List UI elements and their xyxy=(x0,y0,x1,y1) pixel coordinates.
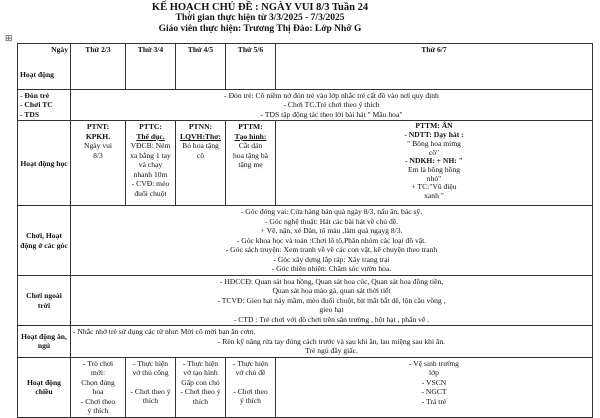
text-line: PTNT: xyxy=(86,122,110,132)
text-line: - Trả trẻ xyxy=(421,396,447,406)
learning-label: Hoạt động học xyxy=(18,121,71,206)
afternoon-day-5 xyxy=(276,357,593,417)
outdoor-label: Chơi ngoài trời xyxy=(18,275,71,325)
text-line: - NDKH: + NH: " xyxy=(405,156,463,166)
eating-row xyxy=(18,326,593,357)
text-line: ý thích xyxy=(87,406,109,416)
text-line: lớp xyxy=(429,368,439,378)
eating-label: Hoạt động ăn, ngủ xyxy=(18,326,71,357)
plan-table xyxy=(17,43,593,418)
text-line: vở chủ đề xyxy=(235,368,266,378)
morning-line: - Đón trẻ: Cô niềm nở đón trẻ vào lớp nhắc trẻ cất đồ vào nơi quy định xyxy=(224,91,439,100)
text-line: - VSCN xyxy=(421,377,447,387)
text-line: cô" xyxy=(428,147,440,157)
table-move-handle-icon[interactable]: ⊞ xyxy=(5,33,13,43)
afternoon-day-1 xyxy=(71,357,126,417)
text-line: Quan sát hoa mào gà, quan sát thời tiết xyxy=(272,286,391,296)
corners-row xyxy=(18,206,593,275)
day-header: Thứ 2/3 xyxy=(71,44,126,90)
text-line: LQVH:Thơ: xyxy=(180,131,221,141)
text-line: Trẻ ngủ đầy giấc. xyxy=(305,346,358,356)
text-line: cô xyxy=(196,150,205,160)
text-line: - Góc nghệ thuật: Hát các bài hát về chủ đề. xyxy=(264,216,399,226)
text-line: - Nhắc nhở trẻ sử dụng các từ như: Mời cô mời bạn ăn cơm. xyxy=(73,327,256,337)
text-line: - Thực hiện xyxy=(232,358,269,368)
text-line: - HĐCCĐ: Quan sát hoa hồng, Quan sát hoa cúc, Quan sát hoa đồng tiền, xyxy=(219,276,444,286)
text-line: - Thực hiện xyxy=(182,358,219,368)
learning-day-1 xyxy=(71,121,126,206)
text-line: PTTC: xyxy=(139,122,162,132)
eating-content xyxy=(71,326,593,357)
plan-time-range: Thời gian thực hiện từ 3/3/2025 - 7/3/2025 xyxy=(175,13,345,23)
text-line: vở thủ công xyxy=(132,368,169,378)
text-line: - Chơi theo xyxy=(80,396,116,406)
learning-row xyxy=(18,121,593,206)
text-line: Bó hoa tặng xyxy=(182,141,219,151)
text-line: hoa xyxy=(92,387,104,397)
text-line: thích xyxy=(192,396,209,406)
corner-cell xyxy=(18,44,71,90)
text-line: PTNN: xyxy=(188,122,213,132)
text-line: - Góc đóng vai: Cửa hàng bán quà ngày 8/3, nấu ăn, bác sỹ. xyxy=(240,207,423,217)
text-line: - TCVĐ: Gieo hạt nảy mầm, mèo đuổi chuột, bịt mắt bắt dê, lộn cầu vồng , xyxy=(217,295,446,305)
text-line: " Bông hoa mừng xyxy=(407,138,461,148)
day-header: Thứ 3/4 xyxy=(126,44,176,90)
text-line: PTTM: xyxy=(238,122,263,132)
morning-labels xyxy=(18,90,71,121)
text-line: ý thích xyxy=(240,396,261,406)
text-line: mới: xyxy=(90,368,106,378)
afternoon-label: Hoạt động chiều xyxy=(18,357,71,417)
learning-day-4 xyxy=(226,121,276,206)
spacer xyxy=(228,378,273,387)
corners-label: Chơi, Hoạt động ở các góc xyxy=(18,206,71,275)
text-line: - Chơi theo xyxy=(233,386,268,396)
text-line: hoa tặng bà xyxy=(232,150,268,160)
text-line: - Chơi theo ý xyxy=(180,387,221,397)
text-line: vở tạo hình xyxy=(183,368,218,378)
text-line: tặng mẹ xyxy=(238,160,263,170)
text-line: Tạo hình: xyxy=(234,131,267,141)
text-line: Ngày vui xyxy=(83,141,113,151)
text-line: - Rèn kỹ năng rửa tay đúng cách trước và sau khi ăn, lau miệng sau khi ăn. xyxy=(217,336,446,346)
text-line: Gấp con chó xyxy=(181,377,220,387)
text-line: - NDTT: Dạy hát : xyxy=(404,130,464,140)
spacer xyxy=(128,378,173,387)
text-line: KPKH. xyxy=(85,131,111,141)
table-header-row xyxy=(18,44,593,90)
text-line: PTTM: ÂN xyxy=(415,121,453,131)
text-line: - Góc sách truyện: Xem tranh về về các con vật, kể chuyện theo tranh xyxy=(225,245,438,255)
morning-content xyxy=(71,90,593,121)
text-line: - NGCT xyxy=(421,387,447,397)
learning-day-3 xyxy=(176,121,226,206)
text-line: - CTD : Trẻ chơi với đồ chơi trên sân trường , hột hạt , phấn vẽ . xyxy=(233,314,430,324)
text-line: + TC:"Vũ điệu xyxy=(411,182,457,192)
text-line: - CVĐ: mèo xyxy=(131,179,170,189)
text-line: + Vẽ, nặn, xé Dán, tô màu ,làm quà ngayg 8/3. xyxy=(260,226,403,236)
text-line: 8/3 xyxy=(93,150,103,160)
text-line: nhanh 10m xyxy=(133,169,168,179)
corner-day-label: Ngày xyxy=(51,45,68,54)
day-header: Thứ 4/5 xyxy=(176,44,226,90)
text-line: Cắt dán xyxy=(238,141,263,151)
outdoor-content xyxy=(71,275,593,325)
afternoon-day-2 xyxy=(126,357,176,417)
text-line: - Chơi theo ý xyxy=(130,386,171,396)
text-line: và chạy xyxy=(138,160,163,170)
learning-day-2 xyxy=(126,121,176,206)
text-line: xanh " xyxy=(424,191,444,201)
text-line: Chọn đúng xyxy=(81,377,115,387)
text-line: nhỏ" xyxy=(426,173,442,183)
morning-label: - TDS xyxy=(20,109,40,119)
morning-label: - Đón trẻ xyxy=(20,91,50,100)
text-line: - Thực hiện xyxy=(132,358,169,368)
text-line: thích xyxy=(142,396,159,406)
text-line: VĐCB: Ném xyxy=(130,141,171,151)
text-line: - Góc xây dựng lắp ráp: Xây trang trại xyxy=(273,254,390,264)
morning-line: - Chơi TC.Trẻ chơi theo ý thích xyxy=(283,100,380,110)
corners-content xyxy=(71,206,593,275)
day-header: Thứ 6/7 xyxy=(276,44,593,90)
text-line: - Góc thiên nhiên: Chăm sóc vườn hoa. xyxy=(271,264,392,274)
text-line: Em là bông hồng xyxy=(407,165,461,175)
text-line: đuổi chuột xyxy=(134,188,167,198)
text-line: xa bằng 1 tay xyxy=(130,150,171,160)
day-header: Thứ 5/6 xyxy=(226,44,276,90)
learning-day-5 xyxy=(276,121,593,206)
text-line: gieo hạt xyxy=(319,305,344,315)
afternoon-day-4 xyxy=(226,357,276,417)
text-line: - Góc khoa học và toán :Chơi lô tô,Phân nhóm các loại đồ vật. xyxy=(236,235,427,245)
plan-title: KẾ HOẠCH CHỦ ĐỀ : NGÀY VUI 8/3 Tuần 24 xyxy=(151,2,369,13)
outdoor-row xyxy=(18,275,593,325)
corner-activity-label: Hoạt động xyxy=(20,70,54,80)
afternoon-day-3 xyxy=(176,357,226,417)
text-line: Thể dục. xyxy=(136,131,165,141)
afternoon-row xyxy=(18,357,593,417)
morning-line: - TDS tập động tác theo lời bài hát " Mầu hoa" xyxy=(260,109,403,119)
morning-row xyxy=(18,90,593,121)
plan-teacher: Giáo viên thực hiện: Trương Thị Đào: Lớp Nhỡ G xyxy=(158,24,362,34)
text-line: - Vệ sinh trường xyxy=(409,358,459,368)
morning-label: - Chơi TC xyxy=(20,100,53,110)
text-line: - Trò chơi xyxy=(82,358,114,368)
